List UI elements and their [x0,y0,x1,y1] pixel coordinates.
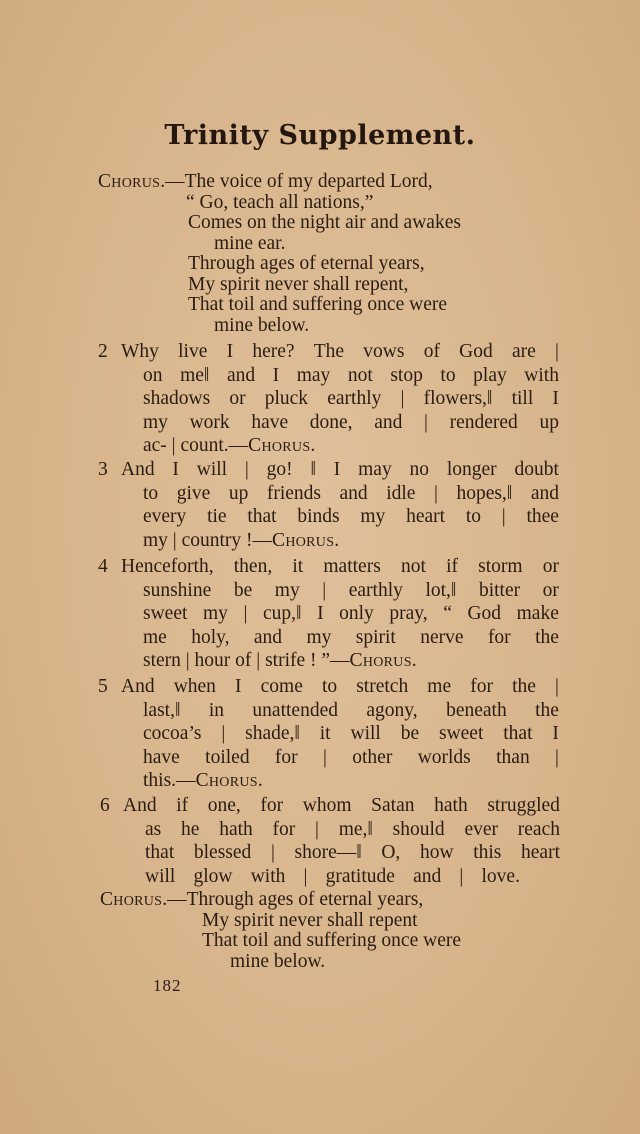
verse-4 [98,555,559,673]
chorus-ref: Chorus. [248,435,316,457]
chorus-line-2: My spirit never shall repent [202,909,418,931]
verse-line: And I will | go! ‖ I may no longer doubt [121,459,559,480]
chorus-line-3: Comes on the night air and awakes [188,212,461,233]
chorus-line-4: mine below. [230,950,326,972]
verse-line: Why live I here? The vows of God are | [121,341,559,362]
verse-line: sweet my | cup,‖ I only pray, “ God make [143,603,559,625]
verse-line: my work have done, and | rendered up [143,411,559,433]
verse-line: every tie that binds my heart to | thee [143,506,559,528]
verse-line: have toiled for | other worlds than | [143,746,559,768]
verse-line: Henceforth, then, it matters not if storm or [121,556,559,577]
verse-line: this.— Chorus. [143,770,263,792]
verse-line: shadows or pluck earthly | flowers,‖ till I [143,388,559,410]
verse-line: last,‖ in unattended agony, beneath the [143,699,559,721]
chorus-ref: Chorus. [349,650,417,672]
verse-line: sunshine be my | earthly lot,‖ bitter or [143,579,559,601]
verse-line: cocoa’s | shade,‖ it will be sweet that I [143,723,559,745]
chorus-line-4: mine ear. [214,232,286,254]
chorus-line-1: Chorus.—The voice of my departed Lord, [98,171,433,192]
chorus-label: Chorus [98,171,161,192]
verse-line: And if one, for whom Satan hath struggled [123,795,560,816]
chorus-line-8: mine below. [214,314,310,336]
verse-line: stern | hour of | strife ! ”— Chorus. [143,650,417,672]
verse-6 [100,794,560,888]
verse-line: my | country !— Chorus. [143,529,340,551]
verse-line: to give up friends and idle | hopes,‖ and [143,482,559,504]
verse-number: 4 [98,556,108,577]
chorus-line-6: My spirit never shall repent, [188,273,409,295]
verse-number: 5 [98,676,108,697]
verse-line: And when I come to stretch me for the | [121,676,559,697]
page-title: Trinity Supplement. [164,120,476,151]
chorus-line-3: That toil and suffering once were [202,930,462,951]
verse-5 [98,675,559,793]
verse-line: that blessed | shore—‖ O, how this heart [145,842,560,864]
verse-3 [98,458,559,552]
chorus-opening [98,172,558,336]
verse-line: on me‖ and I may not stop to play with [143,364,559,386]
chorus-ref: Chorus. [272,529,340,551]
chorus-line-5: Through ages of eternal years, [188,253,425,274]
chorus-line-2: “ Go, teach all nations,” [186,191,374,213]
chorus-label: Chorus [100,889,163,910]
chorus-closing [100,890,562,972]
verse-line: me holy, and my spirit nerve for the [143,626,559,648]
page-number: 182 [153,976,182,995]
verse-line: ac- | count.— Chorus. [143,435,316,457]
verse-line: will glow with | gratitude and | love. [145,865,520,887]
chorus-ref: Chorus. [195,770,263,792]
verse-2 [98,340,559,458]
chorus-line-1: Chorus.—Through ages of eternal years, [100,889,424,910]
chorus-line-7: That toil and suffering once were [188,294,448,315]
verse-number: 3 [98,459,108,480]
verse-number: 2 [98,341,108,362]
verse-line: as he hath for | me,‖ should ever reach [145,818,560,840]
verse-number: 6 [100,795,110,816]
